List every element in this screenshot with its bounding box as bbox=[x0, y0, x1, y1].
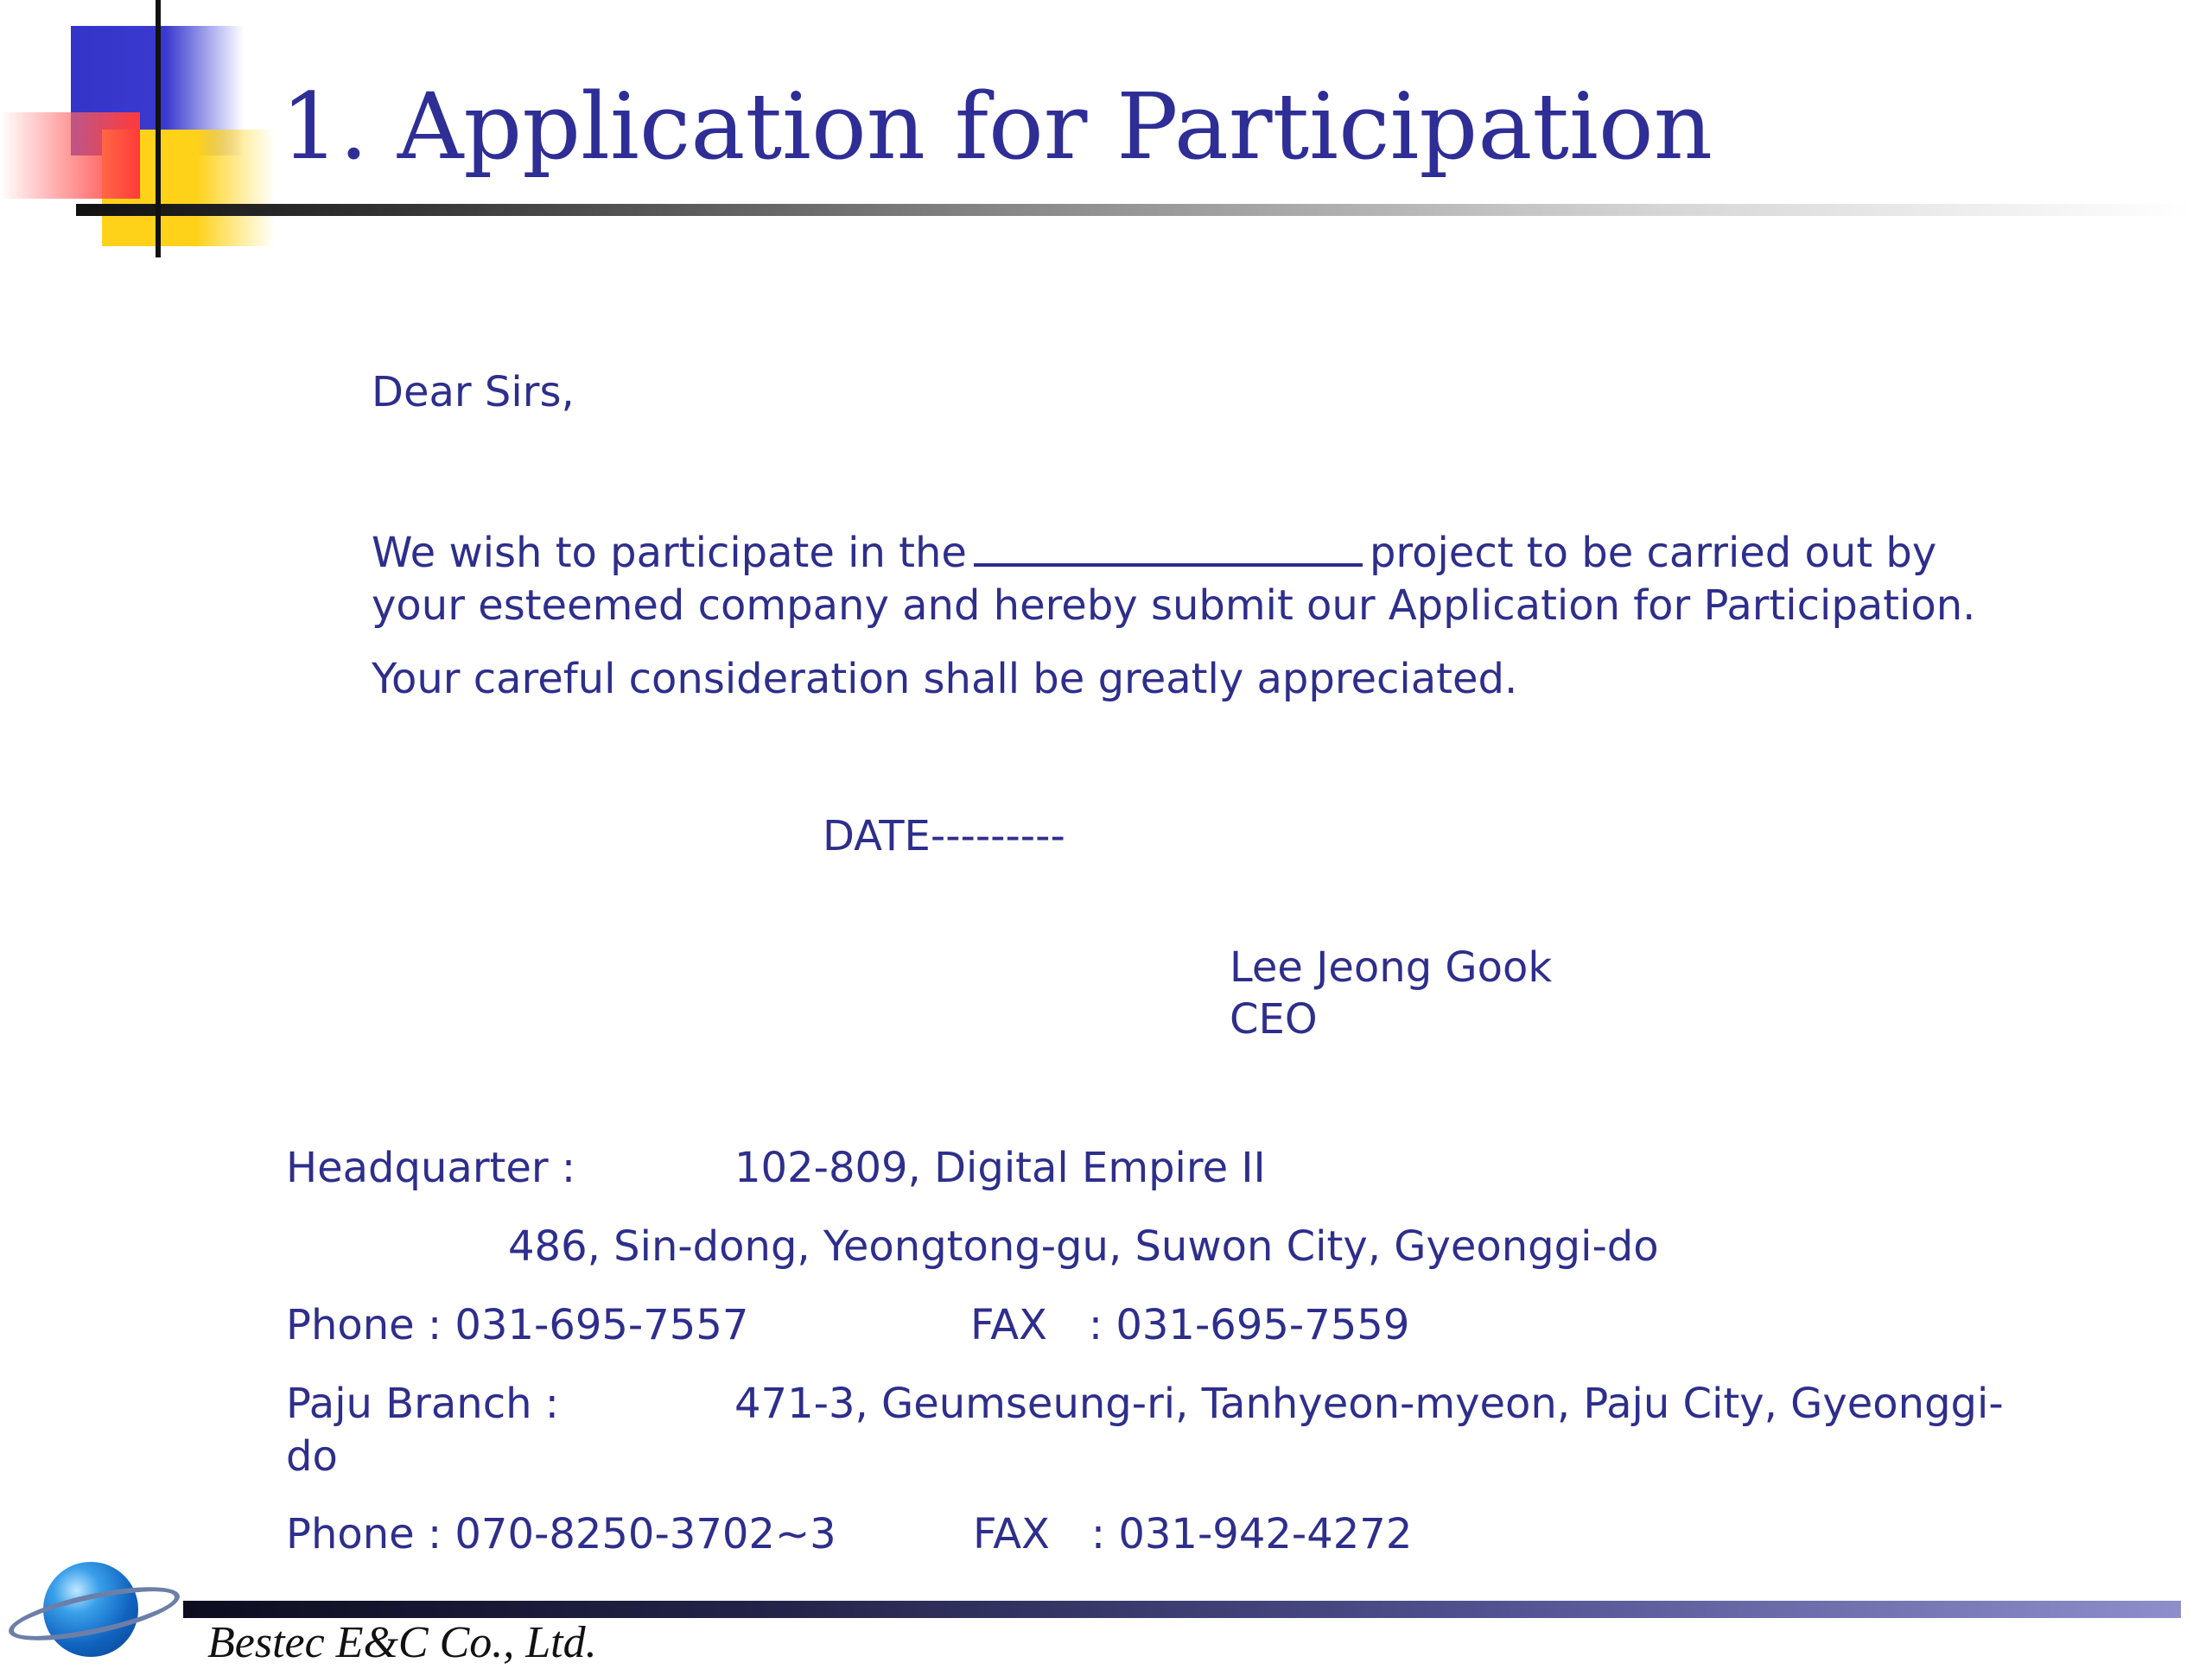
branch-address-line2: do bbox=[286, 1432, 338, 1481]
project-name-blank bbox=[974, 524, 1363, 567]
hq-phone: Phone : 031-695-7557 bbox=[286, 1301, 749, 1349]
hq-address-line2: 486, Sin-dong, Yeongtong-gu, Suwon City, Gyeonggi-do bbox=[508, 1222, 1659, 1271]
para-text-before: We wish to participate in the bbox=[372, 529, 967, 577]
branch-phone: Phone : 070-8250-3702~3 bbox=[286, 1510, 836, 1558]
decor-red-square bbox=[0, 112, 140, 199]
footer-bar bbox=[183, 1601, 2181, 1618]
signer-title: CEO bbox=[1230, 995, 1318, 1044]
date-line: DATE--------- bbox=[823, 812, 1065, 860]
branch-address-line1: 471-3, Geumseung-ri, Tanhyeon-myeon, Paju City, Gyeonggi- bbox=[734, 1380, 2004, 1428]
para-text-line2: your esteemed company and hereby submit our Application for Participation. bbox=[372, 581, 1976, 630]
participation-paragraph bbox=[372, 524, 2013, 632]
consideration-line: Your careful consideration shall be greatly appreciated. bbox=[372, 655, 1518, 703]
branch-label: Paju Branch : bbox=[286, 1380, 559, 1428]
hq-address-line1: 102-809, Digital Empire II bbox=[734, 1144, 1266, 1192]
branch-fax: FAX : 031-942-4272 bbox=[973, 1510, 1413, 1558]
decor-vertical-line bbox=[156, 0, 161, 257]
para-text-after: project to be carried out by bbox=[1369, 529, 1937, 577]
hq-fax: FAX : 031-695-7559 bbox=[970, 1301, 1410, 1349]
company-name: Bestec E&C Co., Ltd. bbox=[207, 1618, 597, 1667]
greeting: Dear Sirs, bbox=[372, 368, 575, 416]
title-underline bbox=[76, 204, 2193, 216]
hq-label: Headquarter : bbox=[286, 1144, 576, 1192]
signer-name: Lee Jeong Gook bbox=[1230, 943, 1553, 992]
page-title: 1. Application for Participation bbox=[281, 73, 1713, 180]
